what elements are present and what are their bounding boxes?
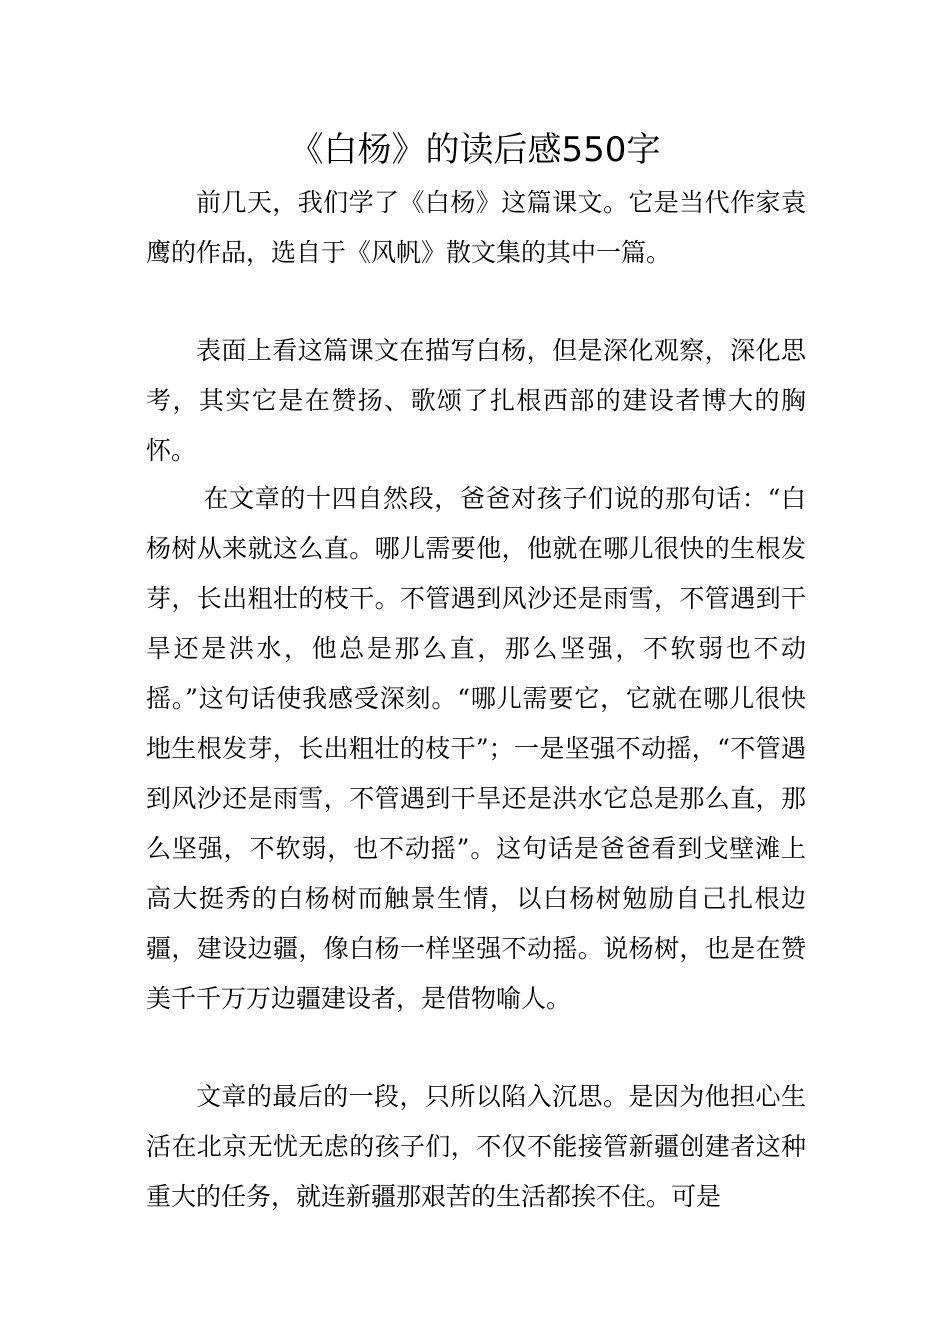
document-title: 《白杨》的读后感550字 [289,130,661,170]
paragraph-4: 文章的最后的一段，只所以陷入沉思。是因为他担心生活在北京无忧无虑的孩子们，不仅不能接管新疆创建者这种重大的任务，就连新疆那艰苦的生活都挨不住。可是 [146,1082,806,1211]
paragraph-1: 前几天，我们学了《白杨》这篇课文。它是当代作家袁鹰的作品，选自于《风帆》散文集的其中一篇。 [146,188,806,267]
paragraph-2: 表面上看这篇课文在描写白杨，但是深化观察，深化思考，其实它是在赞扬、歌颂了扎根西部的建设者博大的胸怀。 [146,336,806,465]
paragraph-3: 在文章的十四自然段，爸爸对孩子们说的那句话：“白杨树从来就这么直。哪儿需要他，他就在哪儿很快的生根发芽，长出粗壮的枝干。不管遇到风沙还是雨雪，不管遇到干旱还是洪水，他总是那么直，那么坚强，不软弱也不动摇。”这句话使我感受深刻。“哪儿需要它，它就在哪儿很快地生根发芽，长出粗壮的枝干”；一是坚强不动摇，“不管遇到风沙还是雨雪，不管遇到干旱还是洪水它总是那么直，那么坚强，不软弱，也不动摇”。这句话是爸爸看到戈壁滩上高大挺秀的白杨树而触景生情，以白杨树勉励自己扎根边疆，建设边疆，像白杨一样坚强不动摇。说杨树，也是在赞美千千万万边疆建设者，是借物喻人。 [146,484,806,1013]
